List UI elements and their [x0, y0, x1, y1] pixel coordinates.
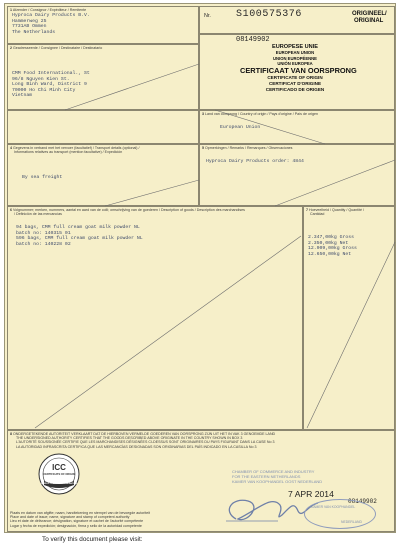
box3-label: 3 Land van oorsprong / Country of origin / Pays d'origine / País de origen: [202, 112, 318, 116]
goods-text: 94 bags, CMM full cream goat milk powder NL batch no: 140315 01 596 bags, CMM full cream goat milk powder NL batch no: 140228 02: [16, 225, 143, 247]
box4-label: 4 Gegevens in verband met het vervoer (facultatief) / Transport details (optional) /: [10, 146, 140, 150]
place-date-labels: Plaats en datum van afgifte; naam, handtekening en stempel van de bevoegde autoriteit Place and date of issue; name, signature and stamp of competent authority Lieu et date de délivrance; désignation, signature et cachet de l'autorité compétente Lugar y fecha de expedición; designación, firma y sello de la autoridad competente: [10, 511, 151, 528]
consignee-text: CMM Food International., St 96/8 Nguyen Kien St. Long Binh Ward, District 9 70000 Ho Chi Minh City Vietnam: [12, 71, 90, 99]
origineel-text: ORIGINEEL/: [352, 11, 387, 17]
box2-label: 2 Geadresseerde / Consignee / Destinataire / Destinatario: [10, 46, 103, 50]
union-lines: EUROPESE UNIE EUROPEAN UNION UNION EUROPÉENNE UNIÓN EUROPEA CERTIFICAAT VAN OORSPRONG CERTIFICATE OF ORIGIN CERTIFICAT D'ORIGINE CERTIFICADO DE ORIGEN: [240, 44, 357, 92]
seal-text-bottom: NEDERLAND: [341, 520, 362, 524]
seal-text-top: KAMER VAN KOOPHANDEL: [311, 505, 356, 509]
certificate-sheet: [4, 3, 396, 533]
box7-label2: Cantidad: [310, 212, 325, 216]
quantity-text: 2.347,00kg Gross 2.350,00kg Net 12.909,00kg Gross 12.650,00kg Net: [308, 235, 357, 257]
icc-logo-text: ICC: [52, 463, 66, 472]
box7-label: 7 Hoeveelheid / Quantity / Quantité /: [306, 208, 364, 212]
icc-cert-text: CERTIFICATE OF ORIGIN: [43, 473, 75, 476]
box6-label2: / Definición de las mercancías: [14, 212, 62, 216]
box6-label: 6 Volgnummer; merken, nummers, aantal en aard van de colli; omschrijving van de goederen / Description of goods / Description des marchandises: [10, 208, 245, 212]
consignor-text: Hyproca Dairy Products B.V. Hammerweg 25 7731AB Ommen The Netherlands: [12, 13, 90, 35]
cancellation-lines: [5, 4, 397, 534]
certification-statement: 8 ONDERGETEKENDE AUTORITEIT VERKLAART DAT DE HIERBOVEN VERMELDE GOEDEREN VAN OORSPRONG ZIJN UIT HET IN VAK 3 GENOEMDE LAND THE UNDERSIGNED AUTHORITY CERTIFIES THAT THE GOODS DESCRIBED ABOVE ORIGINATE IN THE COUNTRY SHOWN IN BOX 3 L'AUTORITÉ SOUSSIGNÉE CERTIFIE QUE LES MARCHANDISES DÉSIGNÉES CI-DESSUS SONT ORIGINAIRES DU PAYS FIGURANT DANS LA CASE No 3 LA AUTORIDAD INFRASCRITA CERTIFICA QUE LAS MERCANCÍAS DESIGNADAS SON ORIGINARIAS DEL PAÍS INDICADO EN LA CASILLA No 3: [10, 432, 276, 449]
chamber-stamp: CHAMBER OF COMMERCE AND INDUSTRY FOR THE EASTERN NETHERLANDS KAMER VAN KOOPHANDEL OOST NEDERLAND: [232, 469, 323, 484]
issue-date: 7 APR 2014: [288, 489, 334, 499]
box1-label: 1 Afzender / Consignor / Expéditeur / Remitente: [10, 8, 87, 12]
stamp-number-top: 08149902: [236, 36, 270, 44]
country-origin-text: European Union: [220, 125, 261, 130]
stamp-number-bottom: 08149902: [348, 498, 377, 505]
box5-label: 5 Opmerkingen / Remarks / Remarques / Observaciones: [202, 146, 293, 150]
transport-text: By sea freight: [22, 175, 63, 180]
box4-label2: Informations relatives au transport (mention facultative) / Expedición: [14, 150, 123, 154]
remarks-text: Hyproca Dairy Products order: 4844: [206, 159, 304, 164]
verify-footer: To verify this document please visit:: [42, 536, 143, 543]
number-label: Nr.: [204, 13, 211, 19]
certificate-number: S100575376: [236, 9, 303, 20]
icc-wcf-text: WORLD CHAMBERS FEDERATION: [40, 482, 78, 485]
original-text: ORIGINAL: [354, 18, 384, 24]
